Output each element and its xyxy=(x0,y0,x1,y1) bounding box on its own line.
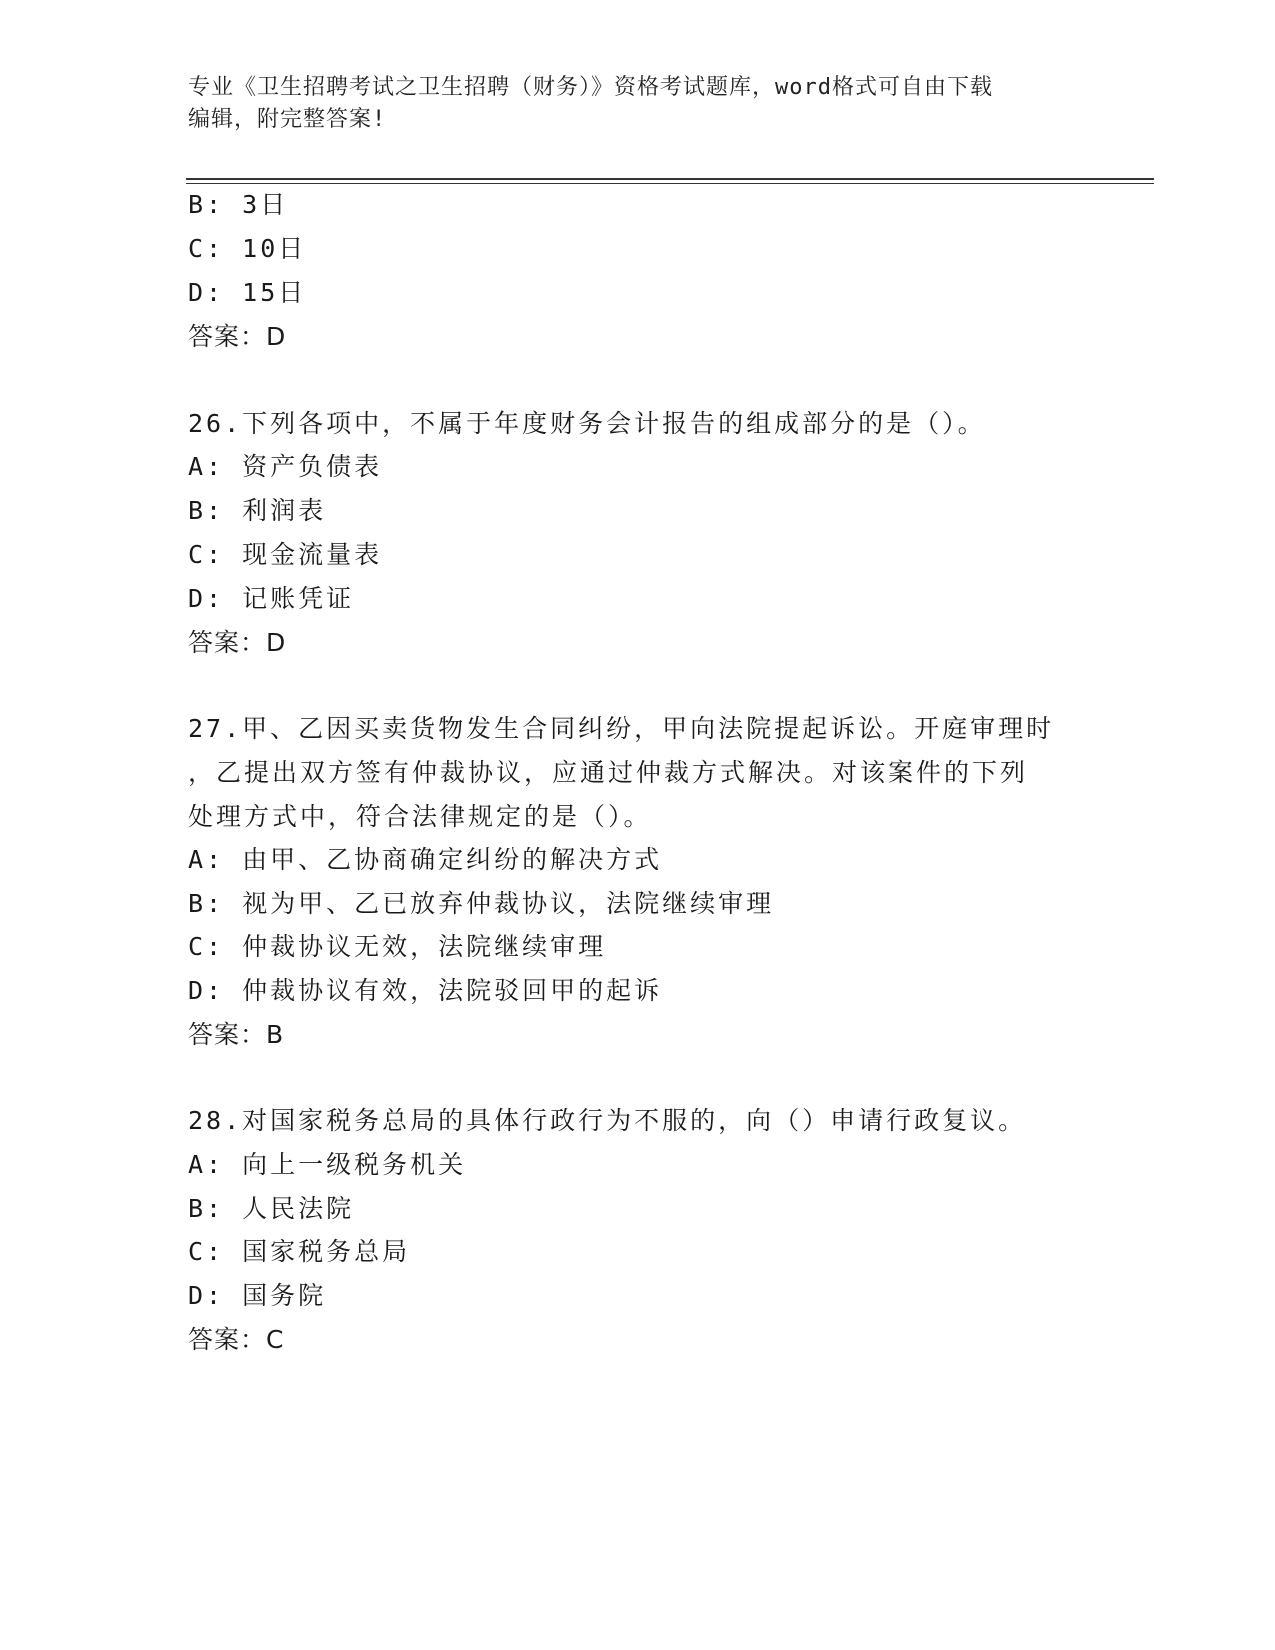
q26-option-a: A: 资产负债表 xyxy=(188,452,383,481)
q27-option-d: D: 仲裁协议有效，法院驳回甲的起诉 xyxy=(188,976,663,1005)
q28-stem: 28.对国家税务总局的具体行政行为不服的，向（）申请行政复议。 xyxy=(188,1106,1027,1135)
q26-option-d: D: 记账凭证 xyxy=(188,584,355,613)
header-rule-thin xyxy=(186,183,1154,184)
q27-stem-line-3: 处理方式中，符合法律规定的是（）。 xyxy=(188,802,652,831)
q27-stem-line-1: 27.甲、乙因买卖货物发生合同纠纷，甲向法院提起诉讼。开庭审理时 xyxy=(188,714,1055,743)
header-line-1: 专业《卫生招聘考试之卫生招聘（财务）》资格考试题库，word格式可自由下载 xyxy=(188,75,993,100)
q27-option-a: A: 由甲、乙协商确定纠纷的解决方式 xyxy=(188,845,663,874)
q26-stem: 26.下列各项中，不属于年度财务会计报告的组成部分的是（）。 xyxy=(188,409,986,438)
q28-option-d: D: 国务院 xyxy=(188,1281,327,1310)
header-line-2: 编辑，附完整答案! xyxy=(188,107,387,132)
q28-option-a: A: 向上一级税务机关 xyxy=(188,1150,467,1179)
q27-option-b: B: 视为甲、乙已放弃仲裁协议，法院继续审理 xyxy=(188,889,775,918)
q25-option-d: D: 15日 xyxy=(188,278,307,307)
q28-answer: 答案：C xyxy=(188,1325,285,1354)
q27-stem-line-2: ，乙提出双方签有仲裁协议，应通过仲裁方式解决。对该案件的下列 xyxy=(188,758,1029,787)
q27-option-c: C: 仲裁协议无效，法院继续审理 xyxy=(188,932,607,961)
q25-option-b: B: 3日 xyxy=(188,190,289,219)
page-header xyxy=(188,72,1088,136)
q28-option-b: B: 人民法院 xyxy=(188,1194,355,1223)
q25-option-c: C: 10日 xyxy=(188,234,307,263)
q26-option-c: C: 现金流量表 xyxy=(188,540,383,569)
q25-answer: 答案：D xyxy=(188,322,287,351)
header-rule-thick xyxy=(186,178,1154,180)
q27-answer: 答案：B xyxy=(188,1020,285,1049)
q28-option-c: C: 国家税务总局 xyxy=(188,1237,411,1266)
q26-option-b: B: 利润表 xyxy=(188,496,327,525)
q26-answer: 答案：D xyxy=(188,628,287,657)
